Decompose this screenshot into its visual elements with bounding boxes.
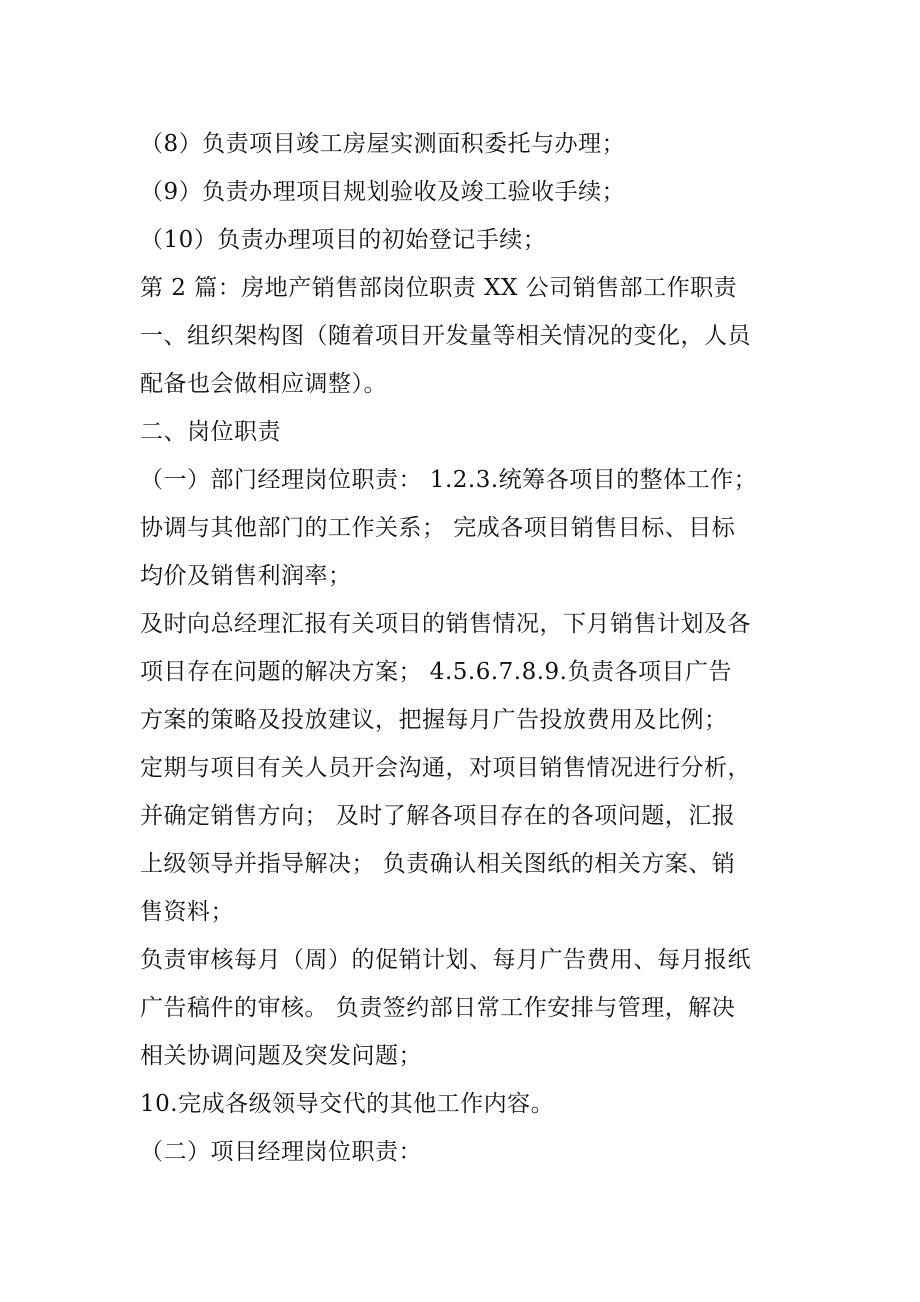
subsection-heading: （二）项目经理岗位职责： [140, 1139, 422, 1165]
text-line: 广告稿件的审核。 负责签约部日常工作安排与管理，解决 [140, 995, 736, 1021]
text-line: （8）负责项目竣工房屋实测面积委托与办理； [140, 131, 626, 157]
section-heading: 第 2 篇：房地产销售部岗位职责 XX 公司销售部工作职责 [140, 275, 738, 301]
text-line: 协调与其他部门的工作关系； 完成各项目销售目标、目标 [140, 515, 736, 541]
text-line: 相关协调问题及突发问题； [140, 1043, 422, 1069]
text-line: 及时向总经理汇报有关项目的销售情况，下月销售计划及各 [140, 611, 751, 637]
text-line: 定期与项目有关人员开会沟通，对项目销售情况进行分析， [140, 755, 751, 781]
text-line: 配备也会做相应调整）。 [140, 371, 387, 397]
text-line: 10.完成各级领导交代的其他工作内容。 [140, 1091, 555, 1117]
text-line: （9）负责办理项目规划验收及竣工验收手续； [140, 179, 626, 205]
text-line: 并确定销售方向； 及时了解各项目存在的各项问题，汇报 [140, 803, 736, 829]
text-line: 售资料； [140, 899, 234, 925]
text-line: 项目存在问题的解决方案； 4.5.6.7.8.9.负责各项目广告 [140, 659, 732, 685]
text-line: （10）负责办理项目的初始登记手续； [140, 227, 547, 253]
text-line: 负责审核每月（周）的促销计划、每月广告费用、每月报纸 [140, 947, 751, 973]
text-line: 一、组织架构图（随着项目开发量等相关情况的变化，人员 [140, 323, 751, 349]
text-line: （一）部门经理岗位职责： 1.2.3.统筹各项目的整体工作； [140, 467, 758, 493]
text-line: 方案的策略及投放建议，把握每月广告投放费用及比例； [140, 707, 728, 733]
text-line: 均价及销售利润率； [140, 563, 352, 589]
section-heading: 二、岗位职责 [140, 419, 281, 445]
text-line: 上级领导并指导解决； 负责确认相关图纸的相关方案、销 [140, 851, 736, 877]
